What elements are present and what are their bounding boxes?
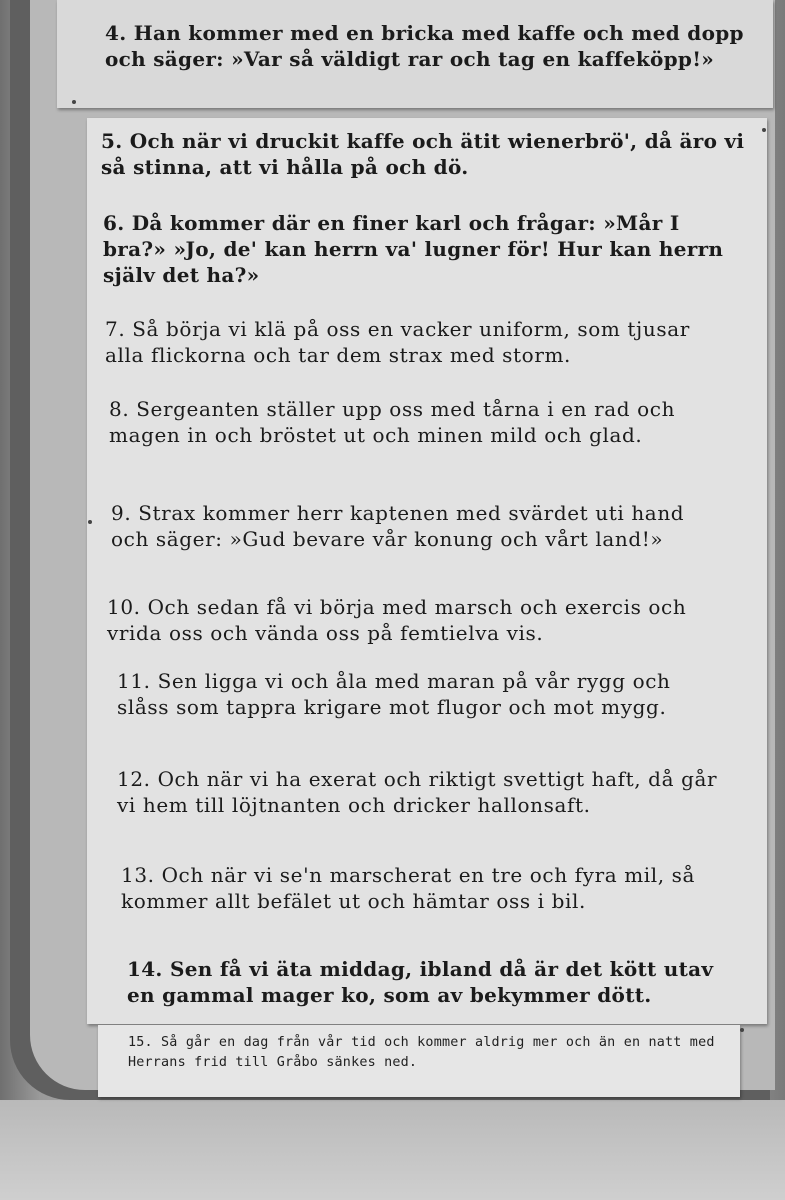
verse-9: 9. Strax kommer herr kaptenen med svärdet uti hand och säger: »Gud bevare vår konung och vårt land!» [111, 501, 685, 551]
verse-7: 7. Så börja vi klä på oss en vacker uniform, som tjusar alla flickorna och tar dem strax med storm. [105, 317, 690, 367]
verse-5: 5. Och när vi druckit kaffe och ätit wienerbrö', då äro vi så stinna, att vi hålla på och dö. [101, 129, 745, 179]
verse-12: 12. Och när vi ha exerat och riktigt svettigt haft, då går vi hem till löjtnanten och dricker hallonsaft. [117, 767, 718, 817]
verse-6: 6. Då kommer där en finer karl och frågar: »Mår I bra?» »Jo, de' kan herrn va' lugner för! Hur kan herrn själv det ha?» [103, 211, 724, 287]
verse-8: 8. Sergeanten ställer upp oss med tårna i en rad och magen in och bröstet ut och minen mild och glad. [109, 397, 676, 447]
pin-mark [740, 1028, 744, 1032]
sheet-verse-15 [98, 1025, 740, 1097]
pin-mark [88, 520, 92, 524]
verse-10: 10. Och sedan få vi börja med marsch och exercis och vrida oss och vända oss på femtielva vis. [107, 595, 687, 645]
pin-mark [762, 128, 766, 132]
verse-15: 15. Så går en dag från vår tid och kommer aldrig mer och än en natt med Herrans frid till Gråbo sänkes ned. [128, 1035, 715, 1070]
sheet-verses-5-14 [87, 118, 767, 1024]
verse-4: 4. Han kommer med en bricka med kaffe och med dopp och säger: »Var så väldigt rar och tag en kaffeköpp!» [105, 21, 744, 71]
sheet-verse-4 [57, 0, 773, 108]
verse-13: 13. Och när vi se'n marscherat en tre och fyra mil, så kommer allt befälet ut och hämtar oss i bil. [121, 863, 696, 913]
pin-mark [72, 100, 76, 104]
verse-14: 14. Sen få vi äta middag, ibland då är det kött utav en gammal mager ko, som av bekymmer dött. [127, 957, 714, 1007]
verse-11: 11. Sen ligga vi och åla med maran på vår rygg och slåss som tappra krigare mot flugor och mot mygg. [117, 669, 671, 719]
wall [0, 1100, 785, 1200]
